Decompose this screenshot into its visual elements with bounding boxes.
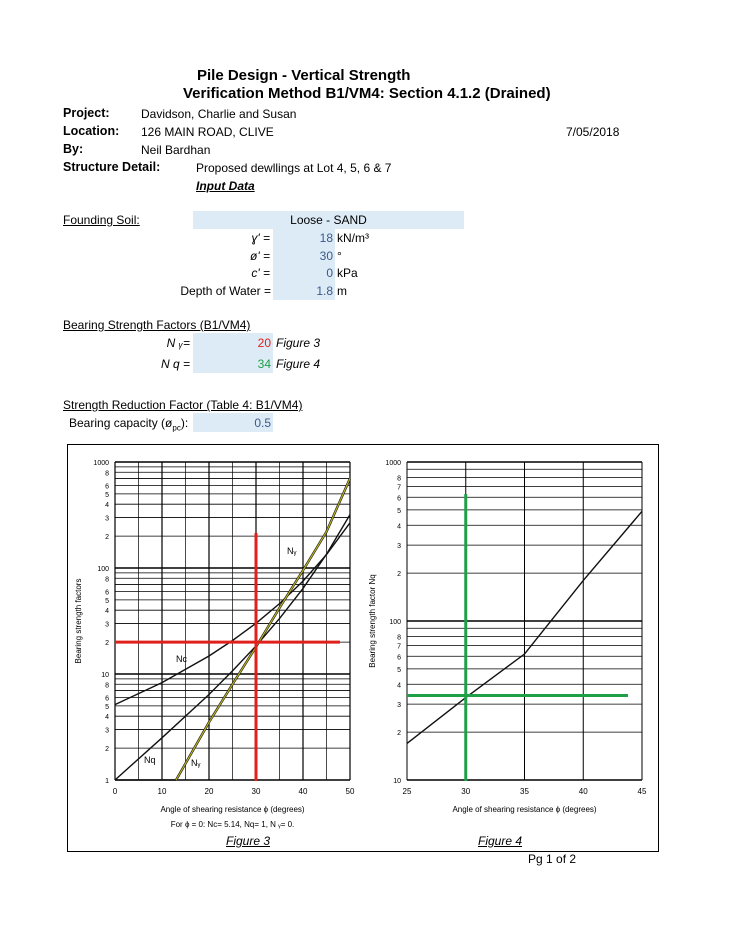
- gamma-label: ɣ' =: [251, 231, 270, 245]
- fig4-y-tick-label: 8: [397, 475, 401, 483]
- gamma-value: 18: [319, 231, 333, 245]
- phi-value: 30: [319, 249, 333, 263]
- fig4-y-tick-label: 7: [397, 484, 401, 492]
- fig4-y-tick-label: 100: [389, 619, 401, 626]
- phi-label: ø' =: [250, 249, 270, 263]
- fig3-nq-label: Nq: [144, 755, 156, 765]
- fig3-x-tick-label: 20: [204, 787, 214, 796]
- fig3-y-tick-label: 5: [105, 703, 109, 711]
- fig4-y-tick-label: 6: [397, 495, 401, 503]
- nq-value: 34: [257, 357, 271, 371]
- fig3-y-tick-label: 5: [105, 491, 109, 499]
- fig4-y-tick-label: 3: [397, 702, 401, 710]
- reduction-heading: Strength Reduction Factor (Table 4: B1/VM4): [63, 398, 303, 412]
- page-subtitle: Verification Method B1/VM4: Section 4.1.2 (Drained): [183, 85, 551, 102]
- ngamma-value: 20: [257, 336, 271, 350]
- fig3-y-tick-label: 2: [105, 746, 109, 754]
- figure3-caption: Figure 3: [226, 834, 271, 848]
- soil-type: Loose - SAND: [290, 213, 367, 227]
- fig3-y-tick-label: 5: [105, 597, 109, 605]
- location-value: 126 MAIN ROAD, CLIVE: [141, 125, 274, 139]
- fig3-x-tick-label: 10: [157, 787, 167, 796]
- structure-label: Structure Detail:: [63, 160, 161, 174]
- fig4-y-axis-label: Bearing strength factor Nq: [368, 574, 377, 668]
- fig4-y-tick-label: 7: [397, 643, 401, 651]
- location-label: Location:: [63, 124, 120, 138]
- fig4-y-tick-label: 1000: [385, 460, 401, 467]
- fig3-note: For ϕ = 0: Nc= 5.14, Nq= 1, N ᵧ= 0.: [170, 820, 295, 829]
- c-value: 0: [326, 266, 333, 280]
- by-value: Neil Bardhan: [141, 143, 211, 157]
- fig3-y-tick-label: 100: [97, 566, 109, 573]
- water-label: Depth of Water =: [180, 284, 271, 298]
- fig3-y-tick-label: 8: [105, 576, 109, 584]
- fig3-y-tick-label: 4: [105, 714, 109, 722]
- fig3-y-tick-label: 8: [105, 470, 109, 478]
- project-label: Project:: [63, 106, 110, 120]
- fig3-y-axis-label: Bearing strength factors: [74, 578, 83, 664]
- fig4-x-tick-label: 25: [402, 787, 412, 796]
- fig3-y-tick-label: 6: [105, 589, 109, 597]
- fig3-y-tick-label: 6: [105, 483, 109, 491]
- fig3-y-tick-label: 4: [105, 608, 109, 616]
- nq-ref: Figure 4: [276, 357, 321, 371]
- phi-unit: °: [337, 249, 342, 263]
- date-value: 7/05/2018: [566, 125, 620, 139]
- bearing-heading: Bearing Strength Factors (B1/VM4): [63, 318, 251, 332]
- nq-label: N q =: [160, 357, 190, 371]
- fig3-ngamma-curve: [176, 478, 350, 780]
- fig4-x-tick-label: 30: [461, 787, 471, 796]
- gamma-unit: kN/m³: [337, 231, 369, 245]
- fig3-nc-label: Nc: [176, 654, 187, 664]
- c-unit: kPa: [337, 266, 358, 280]
- fig3-y-tick-label: 3: [105, 727, 109, 735]
- project-value: Davidson, Charlie and Susan: [141, 107, 297, 121]
- fig3-ngamma-top-label: Nᵧ: [287, 546, 297, 556]
- fig4-y-tick-label: 2: [397, 571, 401, 579]
- fig3-y-tick-label: 4: [105, 502, 109, 510]
- ngamma-ref: Figure 3: [276, 336, 321, 350]
- figure4-caption: Figure 4: [478, 834, 523, 848]
- water-unit: m: [337, 284, 347, 298]
- ngamma-label: N ᵧ=: [166, 336, 190, 350]
- fig4-y-tick-label: 6: [397, 654, 401, 662]
- fig3-y-tick-label: 10: [101, 672, 109, 679]
- fig4-y-tick-label: 5: [397, 666, 401, 674]
- fig4-x-axis-label: Angle of shearing resistance ϕ (degrees): [452, 805, 597, 814]
- reduction-label: Bearing capacity $(ø_{pc})$:: [69, 416, 189, 433]
- fig3-y-tick-label: 3: [105, 621, 109, 629]
- fig3-x-tick-label: 50: [345, 787, 355, 796]
- fig3-y-tick-label: 2: [105, 534, 109, 542]
- fig3-x-axis-label: Angle of shearing resistance ϕ (degrees): [160, 805, 305, 814]
- water-value: 1.8: [316, 284, 333, 298]
- c-label: c' =: [251, 266, 270, 280]
- by-label: By:: [63, 142, 84, 156]
- structure-value: Proposed dewllings at Lot 4, 5, 6 & 7: [196, 161, 392, 175]
- fig3-x-tick-label: 30: [251, 787, 261, 796]
- fig3-y-tick-label: 6: [105, 695, 109, 703]
- fig4-x-tick-label: 45: [637, 787, 647, 796]
- page-title: Pile Design - Vertical Strength: [197, 67, 411, 84]
- fig3-y-tick-label: 1: [105, 778, 109, 785]
- fig3-ngamma-bottom-label: Nᵧ: [191, 758, 201, 768]
- fig4-y-tick-label: 3: [397, 543, 401, 551]
- fig3-x-tick-label: 40: [298, 787, 308, 796]
- fig4-x-tick-label: 35: [520, 787, 529, 796]
- input-data-heading: Input Data: [196, 179, 255, 193]
- fig3-y-tick-label: 1000: [93, 460, 109, 467]
- fig4-y-tick-label: 10: [393, 778, 401, 785]
- fig4-y-tick-label: 4: [397, 523, 401, 531]
- fig3-y-tick-label: 2: [105, 640, 109, 648]
- fig3-y-tick-label: 8: [105, 682, 109, 690]
- fig3-x-tick-label: 0: [112, 787, 118, 796]
- fig3-y-tick-label: 3: [105, 515, 109, 523]
- fig4-y-tick-label: 2: [397, 730, 401, 738]
- reduction-value: 0.5: [254, 416, 271, 430]
- fig4-y-tick-label: 4: [397, 682, 401, 690]
- fig4-y-tick-label: 5: [397, 507, 401, 515]
- founding-soil-heading: Founding Soil:: [63, 213, 140, 227]
- fig4-x-tick-label: 40: [578, 787, 588, 796]
- page-number: Pg 1 of 2: [528, 852, 577, 866]
- fig4-y-tick-label: 8: [397, 634, 401, 642]
